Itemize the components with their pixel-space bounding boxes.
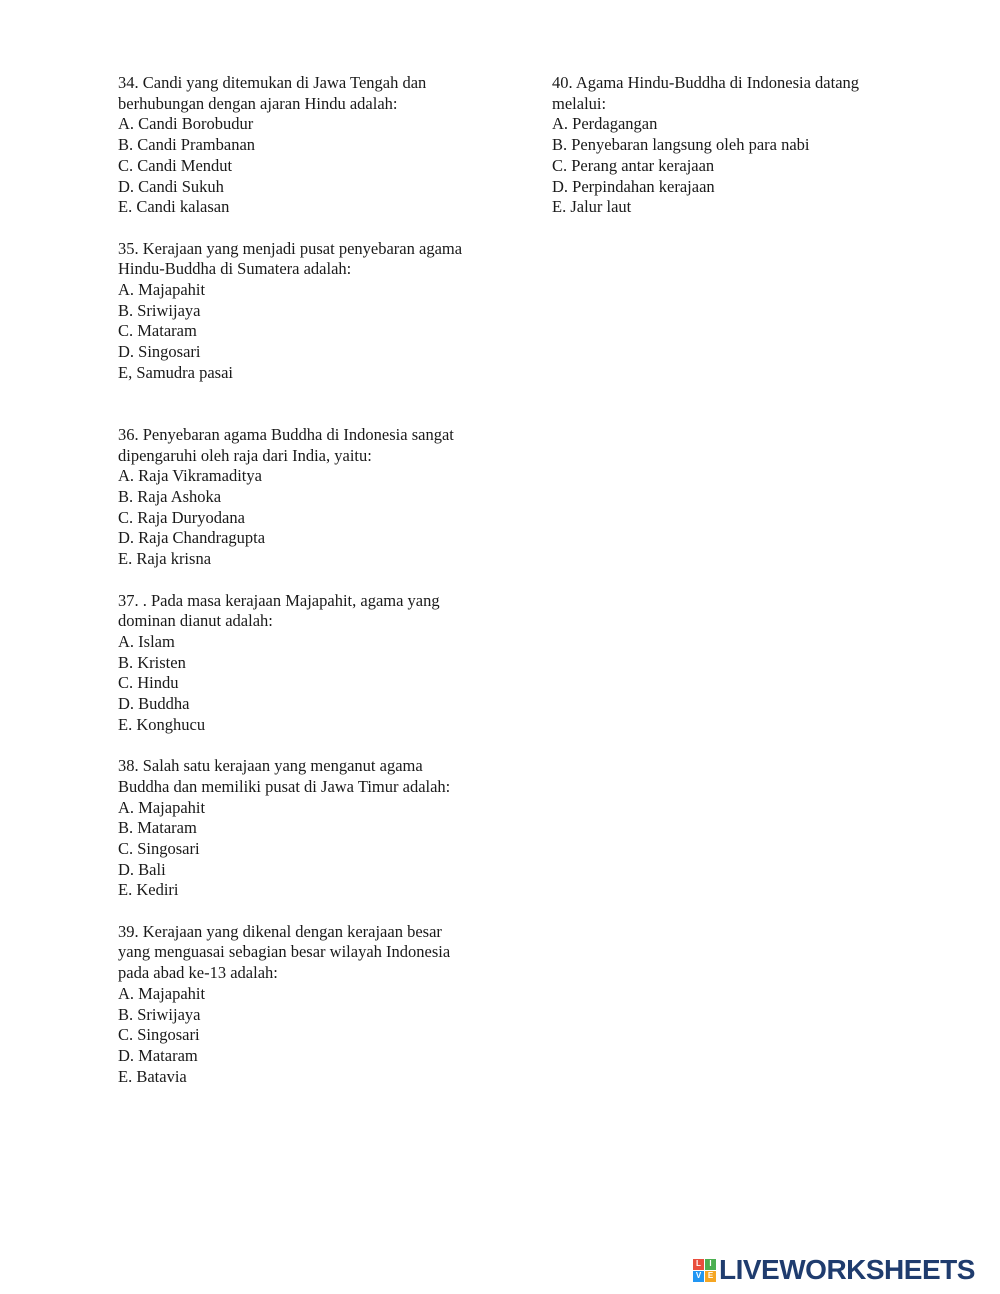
answer-option-c: C. Candi Mendut [118,155,233,175]
question-36 [118,425,518,570]
question-text-line: berhubungan dengan ajaran Hindu adalah: [118,93,398,113]
answer-option-d: D. Mataram [118,1045,198,1065]
answer-option-c: C. Perang antar kerajaan [552,155,715,175]
answer-option-a: A. Candi Borobudur [118,114,254,134]
question-text-line: dominan dianut adalah: [118,611,273,631]
question-40 [552,73,952,218]
liveworksheets-logo [693,1255,975,1285]
question-text-line: melalui: [552,93,607,113]
answer-option-a: A. Majapahit [118,280,206,300]
question-text-line: yang menguasai sebagian besar wilayah Indonesia [118,942,451,962]
question-38 [118,756,518,901]
answer-option-d: D. Singosari [118,342,201,362]
question-39 [118,922,518,1088]
answer-option-b: B. Candi Prambanan [118,135,256,155]
answer-option-b: B. Sriwijaya [118,1004,201,1024]
question-text-line: Hindu-Buddha di Sumatera adalah: [118,259,352,279]
answer-option-b: B. Mataram [118,818,197,838]
answer-option-e: E. Konghucu [118,714,206,734]
answer-option-d: D. Candi Sukuh [118,176,224,196]
answer-option-e: E. Batavia [118,1066,187,1086]
logo-wordmark: LIVEWORKSHEETS [719,1254,975,1285]
answer-option-e: E. Jalur laut [552,197,632,217]
logo-badge-letter: E [705,1271,716,1282]
answer-option-b: B. Sriwijaya [118,300,201,320]
answer-option-e: E. Candi kalasan [118,197,230,217]
answer-option-c: C. Singosari [118,1025,200,1045]
answer-option-e: E. Kediri [118,880,179,900]
logo-badge-icon [693,1259,716,1282]
answer-option-c: C. Raja Duryodana [118,507,245,527]
answer-option-d: D. Perpindahan kerajaan [552,176,715,196]
question-text-line: 40. Agama Hindu-Buddha di Indonesia datang [552,73,860,92]
question-text-line: pada abad ke-13 adalah: [118,963,278,983]
answer-option-e: E, Samudra pasai [118,362,234,382]
question-text-line: 35. Kerajaan yang menjadi pusat penyebaran agama [118,238,463,258]
answer-option-a: A. Majapahit [118,983,206,1003]
answer-option-b: B. Penyebaran langsung oleh para nabi [552,135,810,155]
answer-option-b: B. Raja Ashoka [118,487,222,507]
answer-option-e: E. Raja krisna [118,549,212,569]
answer-option-a: A. Majapahit [118,797,206,817]
question-text-line: Buddha dan memiliki pusat di Jawa Timur adalah: [118,776,451,796]
answer-option-b: B. Kristen [118,652,186,672]
left-column [118,73,518,1087]
question-34 [118,73,518,218]
answer-option-d: D. Buddha [118,694,190,714]
logo-badge-letter: V [693,1271,704,1282]
question-35 [118,239,518,384]
answer-option-d: D. Raja Chandragupta [118,528,266,548]
right-column [552,73,952,218]
question-text-line: dipengaruhi oleh raja dari India, yaitu: [118,445,372,465]
logo-badge-letter: L [693,1259,704,1270]
logo-badge-letter: I [705,1259,716,1270]
question-text-line: 34. Candi yang ditemukan di Jawa Tengah dan [118,73,427,92]
answer-option-a: A. Raja Vikramaditya [118,466,262,486]
question-text-line: 36. Penyebaran agama Buddha di Indonesia sangat [118,424,454,444]
answer-option-c: C. Singosari [118,838,200,858]
answer-option-a: A. Islam [118,631,175,651]
question-text-line: 39. Kerajaan yang dikenal dengan kerajaan besar [118,921,442,941]
question-text-line: 37. . Pada masa kerajaan Majapahit, agama yang [118,590,440,610]
answer-option-a: A. Perdagangan [552,114,658,134]
question-37 [118,591,518,736]
answer-option-c: C. Hindu [118,673,179,693]
question-text-line: 38. Salah satu kerajaan yang menganut agama [118,756,423,776]
answer-option-c: C. Mataram [118,321,197,341]
answer-option-d: D. Bali [118,859,166,879]
